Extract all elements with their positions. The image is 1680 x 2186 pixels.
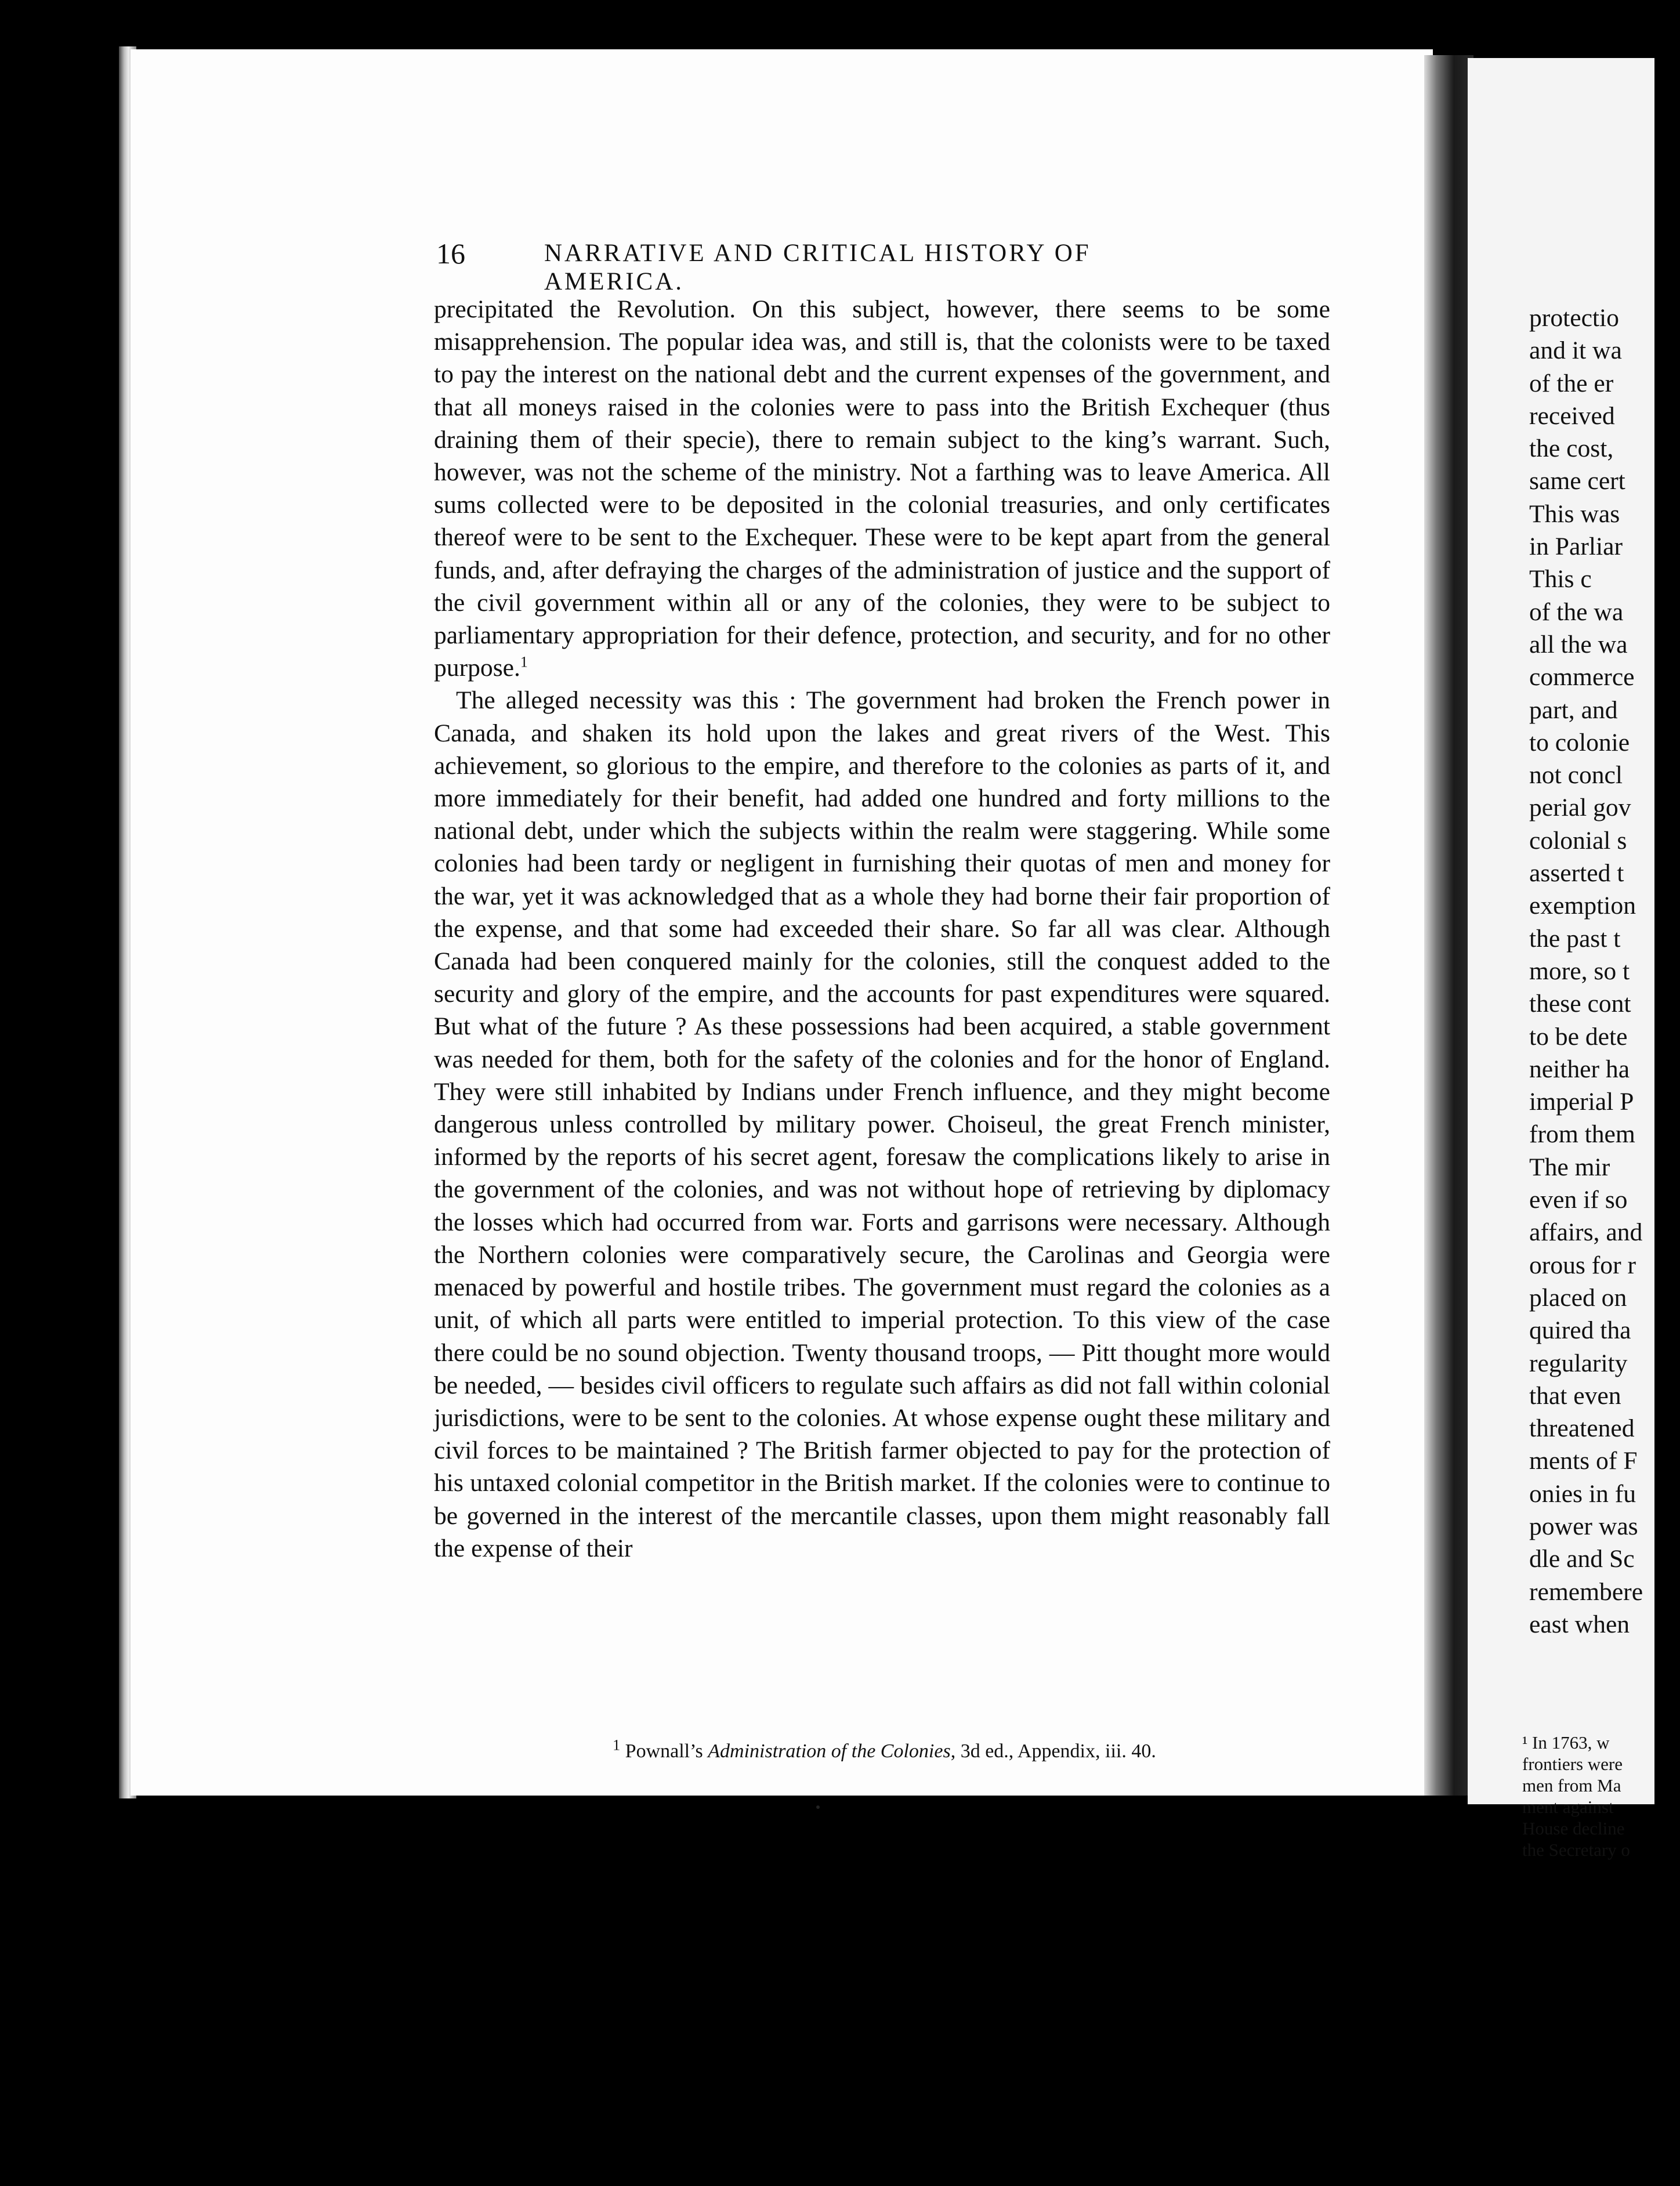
text-line: House decline [1522,1818,1625,1838]
paragraph-text: precipitated the Revolution. On this subject, however, there seems to be some misapprehension. The popular idea was, and still is, that the colonists were to be taxed to pay the interest on the national debt and the current expenses of the government, and that all moneys raised in the colonies were to pass into the British Exchequer (thus draining them of their specie), there to remain subject to the king’s warrant. Such, however, was not the scheme of the ministry. Not a farthing was to leave America. All sums collected were to be deposited in the colonial treasuries, and only certificates thereof were to be sent to the Exchequer. These were to be kept apart from the general funds, and, after defraying the charges of the administration of justice and the support of the civil government within all or any of the colonies, they were to be subject to parliamentary appropriation for their defence, protection, and security, and for no other purpose. [434,295,1330,682]
text-line: these cont [1529,990,1631,1018]
text-line: the Secretary o [1522,1840,1630,1860]
text-line: colonial s [1529,826,1627,855]
text-line: all the wa [1529,630,1628,658]
text-line: onies in fu [1529,1479,1636,1508]
text-line: quired tha [1529,1316,1631,1345]
text-line: to be dete [1529,1022,1628,1051]
text-line: from them [1529,1120,1635,1149]
right-page-text [1529,302,1680,1641]
text-line: same cert [1529,467,1625,495]
text-line: of the er [1529,369,1614,397]
text-line: This was [1529,500,1620,528]
text-line: perial gov [1529,794,1631,822]
book-gutter [1424,55,1473,1796]
text-line: frontiers were [1522,1754,1623,1774]
text-line: imperial P [1529,1088,1634,1116]
body-text [434,293,1330,1565]
text-line: remembere [1529,1577,1643,1606]
text-line: received [1529,401,1615,430]
paragraph: The alleged necessity was this : The government had broken the French power in Canada, and shaken its hold upon the lakes and great rivers of the West. This achievement, so glorious to the empire, and therefore to the colonies as parts of it, and more immediately for their benefit, had added one hundred and forty millions to the national debt, under which the subjects within the realm were staggering. While some colonies had been tardy or negligent in furnishing their quotas of men and money for the war, yet it was acknowledged that as a whole they had borne their fair proportion of the expense, and that some had exceeded their share. So far all was clear. Although Canada had been conquered mainly for the colonies, still the conquest added to the security and glory of the empire, and the accounts for past expenditures were squared. But what of the future ? As these possessions had been acquired, a stable government was needed for them, both for the safety of the colonies and for the honor of England. They were still inhabited by Indians under French influence, and they might become dangerous unless controlled by military power. Choiseul, the great French minister, informed by the reports of his secret agent, foresaw the complications likely to arise in the government of the colonies, and was not without hope of retrieving by diplomacy the losses which had occurred from war. Forts and garrisons were necessary. Although the Northern colonies were comparatively secure, the Carolinas and Georgia were menaced by powerful and hostile tribes. The government must regard the colonies as a unit, of which all parts were entitled to imperial protection. To this view of the case there could be no sound objection. Twenty thousand troops, — Pitt thought more would be needed, — besides civil officers to regulate such affairs as did not fall within colonial jurisdictions, were to be sent to the colonies. At whose expense ought these military and civil forces to be maintained ? The British farmer objected to pay for the protection of his untaxed colonial competitor in the British market. If the colonies were to continue to be governed in the interest of the mercantile classes, upon them might reasonably fall the expense of their [434,686,1330,1562]
text-line: the cost, [1529,435,1614,463]
footnote-prefix: Pownall’s [625,1740,708,1762]
text-line: exemption [1529,892,1636,920]
text-line: and it wa [1529,336,1622,365]
text-line: orous for r [1529,1251,1636,1279]
text-line: neither ha [1529,1055,1630,1083]
text-line: in Parliar [1529,533,1623,561]
text-line: of the wa [1529,598,1624,626]
running-title: NARRATIVE AND CRITICAL HISTORY OF AMERICA. [544,240,1091,295]
right-page-footnotes [1522,1732,1673,1861]
footnote-marker: 1 [613,1736,621,1754]
text-line: protectio [1529,304,1619,332]
text-line: power was [1529,1512,1638,1540]
footnote-suffix: , 3d ed., Appendix, iii. 40. [950,1740,1156,1762]
text-line: even if so [1529,1186,1628,1214]
text-line: men from Ma [1522,1775,1621,1796]
text-line: threatened [1529,1414,1635,1443]
text-line: This c [1529,565,1592,593]
text-line: regularity [1529,1349,1628,1377]
ink-dot [816,1805,820,1809]
text-line: to colonie [1529,728,1630,757]
text-line: ¹ In 1763, w [1522,1732,1610,1753]
text-line: asserted t [1529,859,1624,888]
text-line: ment against [1522,1797,1614,1817]
footnote-ref: 1 [520,653,528,671]
text-line: The mir [1529,1153,1610,1181]
footnote [436,1736,1333,1764]
text-line: not concl [1529,761,1623,790]
page-header [436,237,1225,295]
paragraph [434,293,1330,684]
text-line: more, so t [1529,957,1630,985]
text-line: ments of F [1529,1447,1638,1475]
text-line: that even [1529,1381,1621,1410]
page-number: 16 [436,237,465,270]
text-line: placed on [1529,1283,1627,1312]
text-line: part, and [1529,696,1618,724]
text-line: commerce [1529,663,1635,692]
text-line: dle and Sc [1529,1545,1635,1573]
footnote-work-title: Administration of the Colonies [708,1740,951,1762]
text-line: east when [1529,1610,1630,1638]
text-line: the past t [1529,924,1621,953]
right-page [1468,58,1654,1860]
text-line: affairs, and [1529,1218,1643,1247]
